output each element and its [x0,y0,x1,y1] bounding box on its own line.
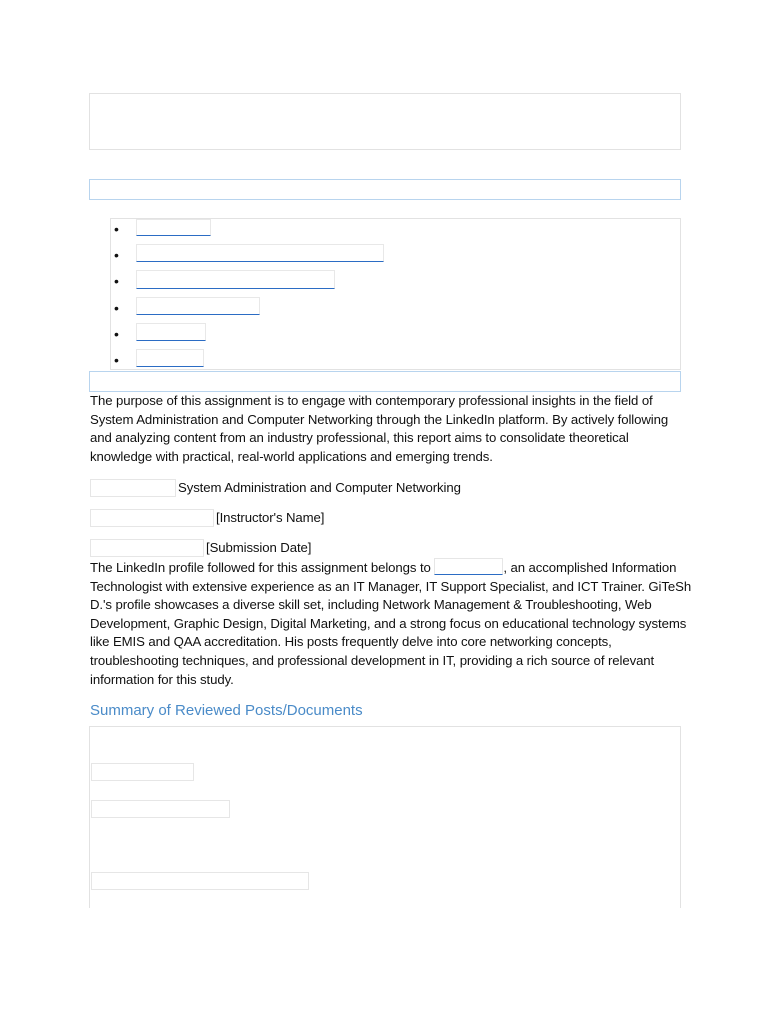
profile-line [90,558,691,578]
toc-link-1[interactable] [136,219,211,236]
course-label-field[interactable] [90,479,176,497]
subtitle-field[interactable] [89,179,681,200]
toc-bullet: • [114,326,119,342]
intro-paragraph [90,392,668,466]
date-label-field[interactable] [90,539,204,557]
instructor-name: [Instructor's Name] [216,510,325,525]
summary-field-1[interactable] [91,763,194,781]
course-name: System Administration and Computer Networking [178,480,461,495]
toc-link-6[interactable] [136,349,204,367]
toc-link-4[interactable] [136,297,260,315]
summary-field-2[interactable] [91,800,230,818]
profile-line-end: , an accomplished Information [503,560,677,575]
toc-link-3[interactable] [136,270,335,289]
toc-bullet: • [114,352,119,368]
toc-bullet: • [114,247,119,263]
toc-link-5[interactable] [136,323,206,341]
profile-line: Development, Graphic Design, Digital Marketing, and a strong focus on educational technology systems [90,615,687,631]
profile-line: troubleshooting techniques, and professional development in IT, providing a rich source of relevant [90,652,655,668]
instructor-label-field[interactable] [90,509,214,527]
intro-line: System Administration and Computer Networking through the LinkedIn platform. By actively following [90,411,669,427]
summary-heading: Summary of Reviewed Posts/Documents [90,702,363,719]
intro-line: knowledge with practical, real-world applications and emerging trends. [90,448,493,464]
section-field[interactable] [89,371,681,392]
profile-line: like EMIS and QAA accreditation. His posts frequently delve into core networking concepts, [90,634,612,650]
submission-date: [Submission Date] [206,540,312,555]
intro-line: The purpose of this assignment is to engage with contemporary professional insights in the field of [90,393,653,408]
profile-line: Technologist with extensive experience as an IT Manager, IT Support Specialist, and ICT Trainer. GiTeSh [90,578,692,594]
toc-link-2[interactable] [136,244,384,262]
profile-line: information for this study. [90,671,234,687]
profile-line-start: The LinkedIn profile followed for this assignment belongs to [90,560,431,575]
title-frame [89,93,681,150]
toc-bullet: • [114,273,119,289]
profile-line: D.'s profile showcases a diverse skill set, including Network Management & Troubleshooting, Web [90,597,652,613]
profile-name-link[interactable] [434,558,503,575]
toc-bullet: • [114,221,119,237]
profile-paragraph [90,558,691,689]
summary-field-3[interactable] [91,872,309,890]
toc-frame [110,218,681,370]
toc-bullet: • [114,300,119,316]
intro-line: and analyzing content from an industry professional, this report aims to consolidate theoretical [90,430,629,446]
